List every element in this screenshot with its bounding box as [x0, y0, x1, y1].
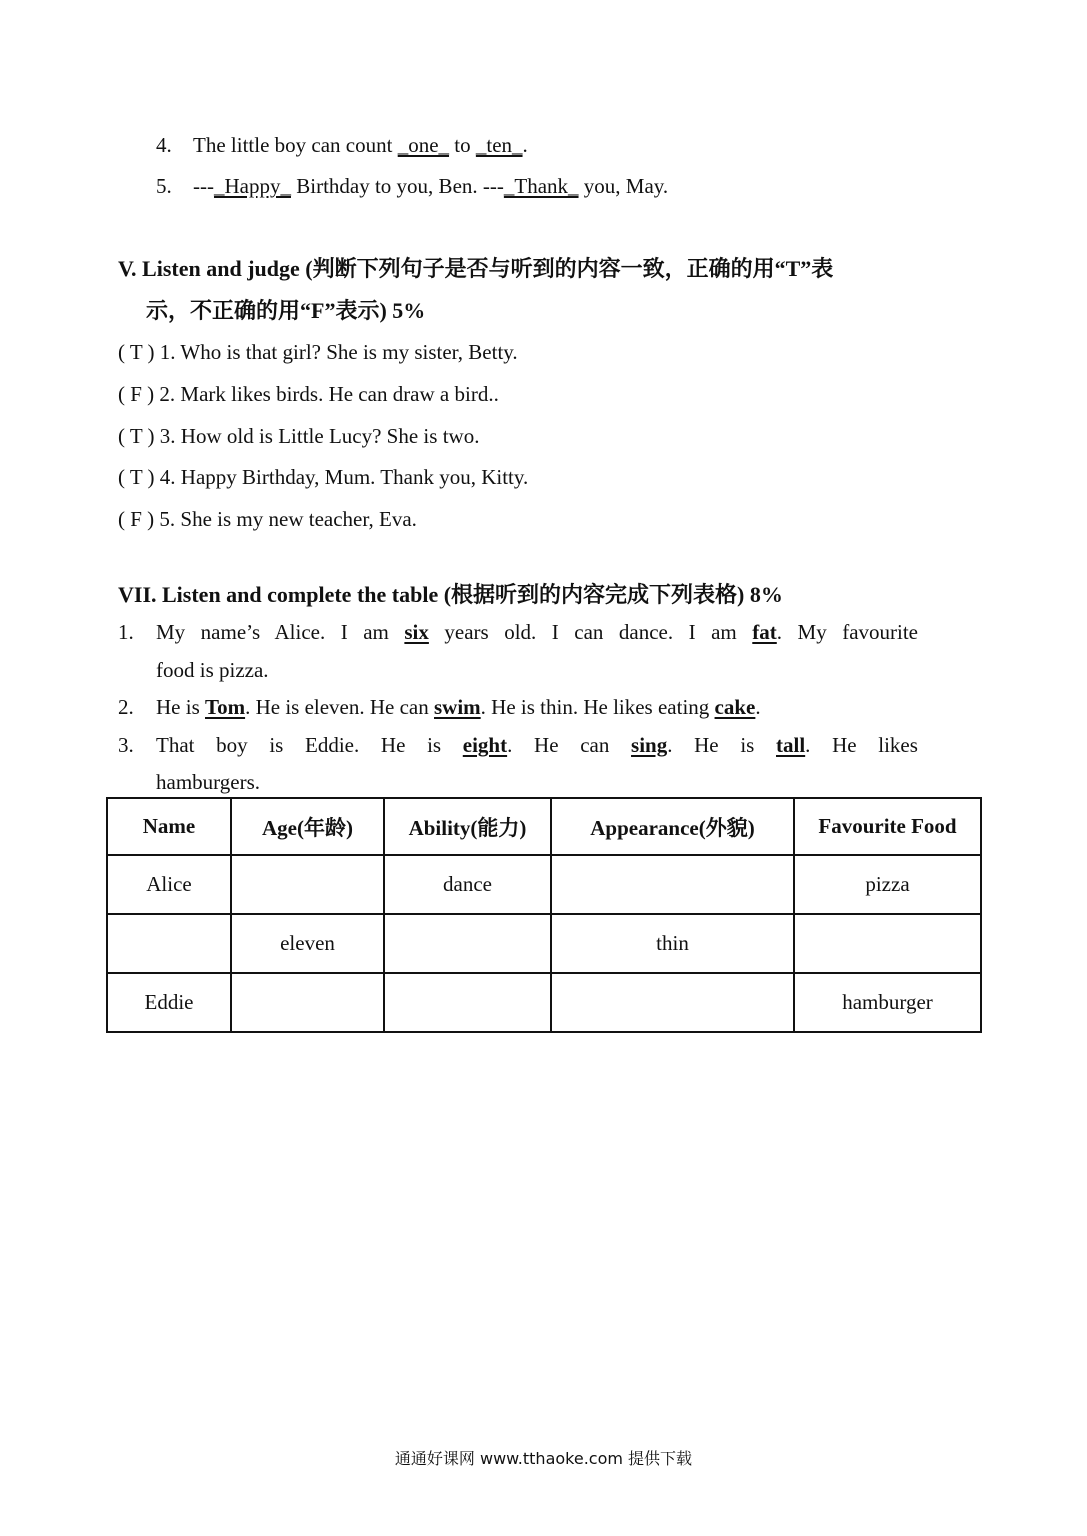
passage-word: That: [156, 733, 195, 757]
table-row: [107, 914, 981, 973]
table-cell[interactable]: Eddie: [107, 973, 231, 1032]
table-cell[interactable]: hamburger: [794, 973, 981, 1032]
passage-word: can: [580, 733, 610, 757]
fill-item-5: [156, 173, 668, 199]
passage-2: [156, 694, 761, 720]
table-cell[interactable]: [551, 855, 794, 914]
item-text: Birthday to you, Ben. ---: [290, 174, 504, 198]
section-5-title-line-1: V. Listen and judge (判断下列句子是否与听到的内容一致，正确的用“T”表: [118, 256, 834, 281]
passage-text: He is: [156, 695, 205, 719]
passage-text: .: [755, 695, 761, 719]
passage-number: 3.: [118, 733, 134, 757]
item-text: you, May.: [578, 174, 669, 198]
answer-blank: _one_: [397, 133, 450, 157]
answer-key: eight: [462, 733, 508, 757]
passage-3-line-1: [156, 732, 918, 758]
header-appearance: Appearance(外貌): [551, 798, 794, 855]
passage-word: .: [805, 733, 811, 757]
section-7-title: VII. Listen and complete the table (根据听到的内容完成下列表格) 8%: [118, 582, 783, 607]
answer-blank: _ten_: [475, 133, 523, 157]
table-cell[interactable]: Alice: [107, 855, 231, 914]
answer-key: sing: [631, 733, 668, 757]
table-header-row: [107, 798, 981, 855]
fill-item-4: [156, 132, 528, 158]
passage-text: . He is eleven. He can: [245, 695, 434, 719]
table-cell[interactable]: eleven: [231, 914, 384, 973]
table-cell[interactable]: dance: [384, 855, 551, 914]
judge-item: ( F ) 5. She is my new teacher, Eva.: [118, 507, 417, 531]
passage-text: . My favourite: [776, 620, 918, 644]
passage-word: is: [269, 733, 284, 757]
header-name: Name: [107, 798, 231, 855]
passage-number: 1.: [118, 620, 134, 644]
table-cell[interactable]: [384, 973, 551, 1032]
judge-item: ( T ) 4. Happy Birthday, Mum. Thank you, Kitty.: [118, 465, 529, 489]
passage-word: boy: [216, 733, 248, 757]
table-cell[interactable]: thin: [551, 914, 794, 973]
passage-word: He: [534, 733, 559, 757]
answer-key: tall: [776, 733, 806, 757]
item-text: .: [522, 133, 528, 157]
passage-word: He: [694, 733, 719, 757]
judge-item: ( T ) 1. Who is that girl? She is my sister, Betty.: [118, 340, 518, 364]
table-row: [107, 973, 981, 1032]
answer-key: fat: [752, 620, 777, 644]
header-ability: Ability(能力): [384, 798, 551, 855]
answer-key: cake: [714, 695, 756, 719]
table-cell[interactable]: pizza: [794, 855, 981, 914]
item-text: ---: [193, 174, 214, 198]
table-cell[interactable]: [231, 973, 384, 1032]
table-row: [107, 855, 981, 914]
judge-item: ( T ) 3. How old is Little Lucy? She is two.: [118, 424, 480, 448]
passage-word: .: [507, 733, 513, 757]
passage-3-line-2: hamburgers.: [156, 770, 261, 794]
table-cell[interactable]: [794, 914, 981, 973]
passage-text: My name’s Alice. I am: [156, 620, 405, 644]
item-text: to: [449, 133, 476, 157]
passage-word: is: [427, 733, 442, 757]
passage-text: . He is thin. He likes eating: [480, 695, 715, 719]
header-favourite-food: Favourite Food: [794, 798, 981, 855]
judge-item: ( F ) 2. Mark likes birds. He can draw a bird..: [118, 382, 499, 406]
passage-text: years old. I can dance. I am: [428, 620, 753, 644]
item-number: 5.: [156, 174, 172, 198]
passage-word: .: [667, 733, 673, 757]
passage-word: Eddie.: [305, 733, 360, 757]
table-cell[interactable]: [231, 855, 384, 914]
answer-blank: _Happy_: [213, 174, 291, 198]
info-table: [106, 797, 982, 1033]
answer-key: six: [404, 620, 429, 644]
header-age: Age(年龄): [231, 798, 384, 855]
passage-word: He: [380, 733, 406, 757]
item-text: The little boy can count: [193, 133, 398, 157]
table-cell[interactable]: [107, 914, 231, 973]
passage-word: He: [832, 733, 857, 757]
table-cell[interactable]: [384, 914, 551, 973]
answer-blank: _Thank_: [503, 174, 579, 198]
passage-word: is: [740, 733, 755, 757]
passage-1-line-2: food is pizza.: [156, 658, 269, 682]
page-footer: 通通好课网 www.tthaoke.com 提供下载: [394, 1449, 693, 1468]
answer-key: Tom: [205, 695, 246, 719]
item-number: 4.: [156, 133, 172, 157]
section-5-title-line-2: 示，不正确的用“F”表示) 5%: [146, 298, 426, 323]
passage-1-line-1: [156, 619, 918, 645]
answer-key: swim: [434, 695, 481, 719]
table-cell[interactable]: [551, 973, 794, 1032]
passage-word: likes: [878, 733, 918, 757]
passage-number: 2.: [118, 695, 134, 719]
